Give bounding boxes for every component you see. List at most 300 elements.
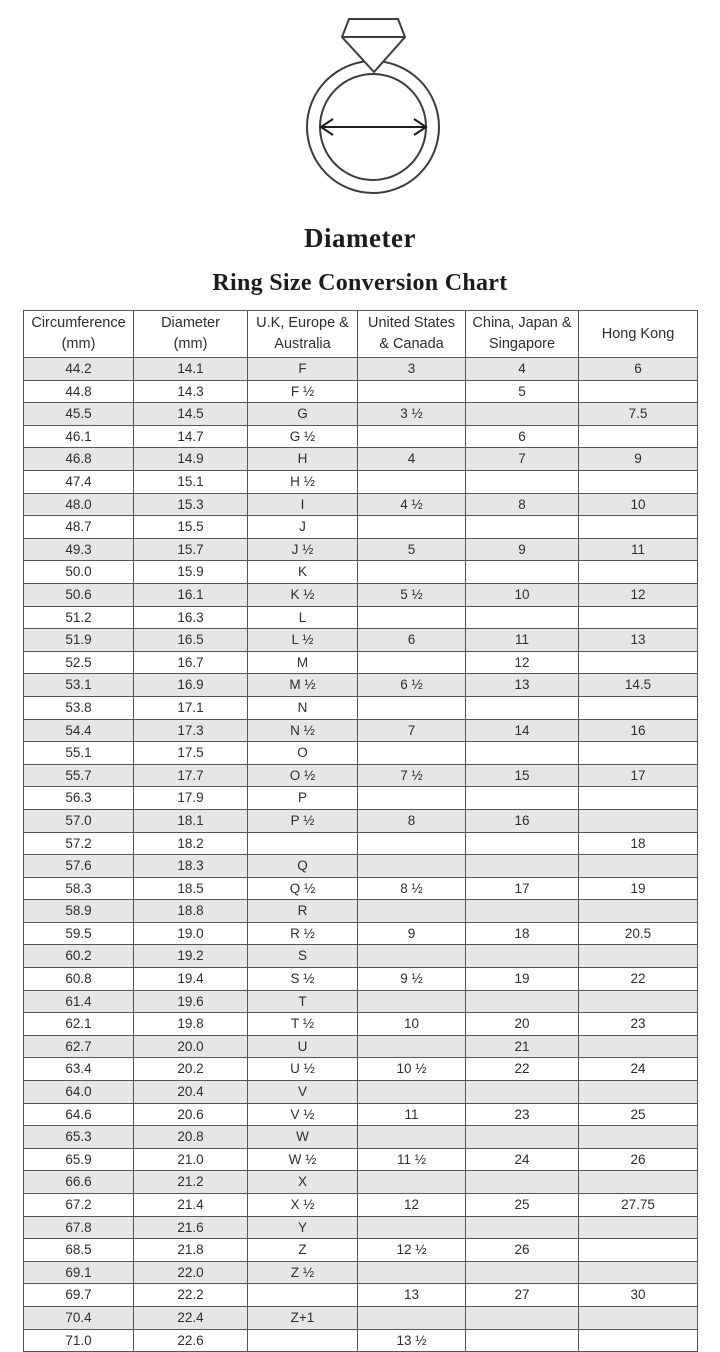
table-cell: 11 [579, 538, 698, 561]
table-cell: 22.4 [134, 1306, 248, 1329]
table-cell: V [248, 1081, 358, 1104]
table-cell [466, 855, 579, 878]
table-row [24, 1239, 698, 1262]
table-cell [466, 1171, 579, 1194]
table-cell: 20.6 [134, 1103, 248, 1126]
table-cell: 20.8 [134, 1126, 248, 1149]
table-row [24, 1284, 698, 1307]
table-cell: S [248, 945, 358, 968]
table-cell: 44.8 [24, 380, 134, 403]
table-cell [358, 1081, 466, 1104]
table-cell: T ½ [248, 1013, 358, 1036]
table-cell: 22 [579, 968, 698, 991]
table-cell [466, 832, 579, 855]
table-cell: G ½ [248, 425, 358, 448]
table-cell: 15.3 [134, 493, 248, 516]
table-cell: 20.5 [579, 922, 698, 945]
table-cell [358, 900, 466, 923]
table-cell: 17.1 [134, 696, 248, 719]
table-cell [579, 516, 698, 539]
table-cell: 11 ½ [358, 1148, 466, 1171]
table-cell: 50.6 [24, 583, 134, 606]
ring-size-table [23, 310, 698, 1352]
table-cell: K [248, 561, 358, 584]
table-cell [579, 425, 698, 448]
table-cell: 22.6 [134, 1329, 248, 1352]
table-cell: 21.6 [134, 1216, 248, 1239]
table-cell: 51.2 [24, 606, 134, 629]
table-cell: 62.1 [24, 1013, 134, 1036]
table-row [24, 629, 698, 652]
table-cell: 15.7 [134, 538, 248, 561]
table-row [24, 1035, 698, 1058]
table-cell [579, 1126, 698, 1149]
table-cell: 9 [579, 448, 698, 471]
table-cell: 4 [358, 448, 466, 471]
table-cell: K ½ [248, 583, 358, 606]
column-header-us-canada: United States & Canada [358, 311, 466, 358]
table-row [24, 1081, 698, 1104]
table-cell [579, 561, 698, 584]
table-cell: 6 [466, 425, 579, 448]
table-cell: Q [248, 855, 358, 878]
table-cell: 60.2 [24, 945, 134, 968]
table-row [24, 1216, 698, 1239]
table-cell [358, 1261, 466, 1284]
table-cell: P [248, 787, 358, 810]
table-cell [358, 1216, 466, 1239]
table-cell: 67.8 [24, 1216, 134, 1239]
table-cell [358, 1035, 466, 1058]
table-row [24, 922, 698, 945]
table-cell [579, 1081, 698, 1104]
table-row [24, 425, 698, 448]
chart-title: Ring Size Conversion Chart [212, 270, 508, 296]
table-cell: 63.4 [24, 1058, 134, 1081]
table-cell [579, 380, 698, 403]
table-body [24, 358, 698, 1352]
table-cell [579, 809, 698, 832]
table-cell [358, 651, 466, 674]
table-cell: 20.4 [134, 1081, 248, 1104]
table-cell: 7 ½ [358, 764, 466, 787]
table-cell: 10 [358, 1013, 466, 1036]
table-cell: Z ½ [248, 1261, 358, 1284]
table-cell [579, 1329, 698, 1352]
table-cell [466, 742, 579, 765]
table-cell [466, 990, 579, 1013]
table-row [24, 1013, 698, 1036]
table-cell [466, 787, 579, 810]
table-cell: 14.7 [134, 425, 248, 448]
table-cell: 5 [466, 380, 579, 403]
ring-diameter-illustration [0, 0, 720, 205]
table-cell: 13 [579, 629, 698, 652]
table-cell: 17.7 [134, 764, 248, 787]
table-cell: H [248, 448, 358, 471]
table-cell: 49.3 [24, 538, 134, 561]
table-cell: 19.6 [134, 990, 248, 1013]
table-cell: 21.4 [134, 1194, 248, 1217]
table-cell: 17 [466, 877, 579, 900]
table-cell: T [248, 990, 358, 1013]
table-cell: S ½ [248, 968, 358, 991]
table-cell: 22.2 [134, 1284, 248, 1307]
table-cell [466, 1126, 579, 1149]
table-cell [579, 696, 698, 719]
table-cell: 57.0 [24, 809, 134, 832]
table-cell: 23 [466, 1103, 579, 1126]
table-cell [466, 1306, 579, 1329]
table-cell: 5 [358, 538, 466, 561]
table-cell: L ½ [248, 629, 358, 652]
table-row [24, 742, 698, 765]
table-cell: 21.2 [134, 1171, 248, 1194]
diameter-arrow-icon [321, 119, 426, 135]
table-cell: 20.2 [134, 1058, 248, 1081]
table-row [24, 1058, 698, 1081]
table-cell: 67.2 [24, 1194, 134, 1217]
table-row [24, 809, 698, 832]
table-cell [466, 696, 579, 719]
table-cell: 7 [358, 719, 466, 742]
table-cell [358, 1306, 466, 1329]
table-cell: 8 [466, 493, 579, 516]
table-cell: Y [248, 1216, 358, 1239]
table-cell: 9 ½ [358, 968, 466, 991]
table-cell [579, 1261, 698, 1284]
table-row [24, 380, 698, 403]
table-cell [358, 1126, 466, 1149]
table-cell: 16 [579, 719, 698, 742]
table-cell [248, 1329, 358, 1352]
table-row [24, 516, 698, 539]
table-cell: 21 [466, 1035, 579, 1058]
diamond-ring-icon [0, 0, 720, 205]
table-cell: 57.2 [24, 832, 134, 855]
table-row [24, 1194, 698, 1217]
table-cell [358, 516, 466, 539]
table-cell [579, 651, 698, 674]
table-cell: 26 [466, 1239, 579, 1262]
table-cell [579, 742, 698, 765]
table-cell [579, 945, 698, 968]
table-cell [466, 1081, 579, 1104]
table-cell [579, 1306, 698, 1329]
table-cell: 69.1 [24, 1261, 134, 1284]
table-cell [579, 787, 698, 810]
table-cell: N ½ [248, 719, 358, 742]
table-cell: 17.5 [134, 742, 248, 765]
table-cell [579, 990, 698, 1013]
column-header-uk-europe-australia: U.K, Europe & Australia [248, 311, 358, 358]
table-row [24, 606, 698, 629]
table-row [24, 448, 698, 471]
table-row [24, 674, 698, 697]
table-cell: F [248, 358, 358, 381]
table-cell: 19.2 [134, 945, 248, 968]
table-row [24, 1148, 698, 1171]
table-cell: 12 [579, 583, 698, 606]
table-cell: W [248, 1126, 358, 1149]
table-cell: 3 [358, 358, 466, 381]
table-cell: 46.8 [24, 448, 134, 471]
table-cell [358, 1171, 466, 1194]
table-cell: 15 [466, 764, 579, 787]
table-row [24, 358, 698, 381]
table-cell: 25 [466, 1194, 579, 1217]
table-cell [358, 945, 466, 968]
table-cell [579, 1171, 698, 1194]
table-cell [466, 471, 579, 494]
table-cell: 48.7 [24, 516, 134, 539]
table-cell: 70.4 [24, 1306, 134, 1329]
table-cell: 17 [579, 764, 698, 787]
table-cell: 53.8 [24, 696, 134, 719]
table-cell: 16.1 [134, 583, 248, 606]
table-cell: 12 [466, 651, 579, 674]
table-cell: 4 ½ [358, 493, 466, 516]
table-cell [358, 990, 466, 1013]
table-cell [579, 1035, 698, 1058]
table-row [24, 651, 698, 674]
table-cell [579, 471, 698, 494]
table-cell: R ½ [248, 922, 358, 945]
table-cell: 16 [466, 809, 579, 832]
table-cell [579, 855, 698, 878]
table-cell: 44.2 [24, 358, 134, 381]
table-cell: 10 [466, 583, 579, 606]
table-row [24, 583, 698, 606]
table-cell: 26 [579, 1148, 698, 1171]
table-cell: 71.0 [24, 1329, 134, 1352]
table-cell: 22.0 [134, 1261, 248, 1284]
table-cell: 14.3 [134, 380, 248, 403]
table-row [24, 403, 698, 426]
table-cell: 65.9 [24, 1148, 134, 1171]
table-cell [579, 1239, 698, 1262]
table-row [24, 719, 698, 742]
table-cell: 64.6 [24, 1103, 134, 1126]
table-cell: Z+1 [248, 1306, 358, 1329]
table-cell: 62.7 [24, 1035, 134, 1058]
table-cell [358, 380, 466, 403]
table-cell: 56.3 [24, 787, 134, 810]
table-cell: 16.9 [134, 674, 248, 697]
table-cell: 13 [358, 1284, 466, 1307]
table-cell: 15.1 [134, 471, 248, 494]
table-cell [248, 832, 358, 855]
table-cell: P ½ [248, 809, 358, 832]
table-cell [358, 425, 466, 448]
table-cell: 19 [466, 968, 579, 991]
table-cell: 55.7 [24, 764, 134, 787]
table-cell [358, 832, 466, 855]
table-row [24, 493, 698, 516]
table-cell: 57.6 [24, 855, 134, 878]
table-cell: 3 ½ [358, 403, 466, 426]
table-cell: 16.7 [134, 651, 248, 674]
table-cell: 24 [579, 1058, 698, 1081]
table-cell: 17.3 [134, 719, 248, 742]
table-cell: 13 ½ [358, 1329, 466, 1352]
table-cell: 8 ½ [358, 877, 466, 900]
table-cell: 14.9 [134, 448, 248, 471]
table-cell: 59.5 [24, 922, 134, 945]
table-cell: 8 [358, 809, 466, 832]
table-cell: 13 [466, 674, 579, 697]
table-cell [466, 1329, 579, 1352]
table-cell [579, 900, 698, 923]
table-cell: 14 [466, 719, 579, 742]
table-cell [466, 516, 579, 539]
table-cell: 66.6 [24, 1171, 134, 1194]
table-cell: 18.2 [134, 832, 248, 855]
table-cell: J ½ [248, 538, 358, 561]
table-cell: 19.4 [134, 968, 248, 991]
table-cell: X [248, 1171, 358, 1194]
table-cell: 24 [466, 1148, 579, 1171]
table-cell: R [248, 900, 358, 923]
table-header [24, 311, 698, 358]
table-cell: 46.1 [24, 425, 134, 448]
table-cell [466, 900, 579, 923]
table-row [24, 787, 698, 810]
table-cell: 65.3 [24, 1126, 134, 1149]
table-cell: I [248, 493, 358, 516]
table-cell: 15.5 [134, 516, 248, 539]
table-row [24, 968, 698, 991]
diameter-label: Diameter [304, 223, 416, 253]
column-header-china-japan-singapore: China, Japan & Singapore [466, 311, 579, 358]
table-cell: 17.9 [134, 787, 248, 810]
table-cell: N [248, 696, 358, 719]
table-cell: U [248, 1035, 358, 1058]
table-cell: 58.3 [24, 877, 134, 900]
table-cell: 21.8 [134, 1239, 248, 1262]
table-cell: 5 ½ [358, 583, 466, 606]
table-cell: 11 [466, 629, 579, 652]
table-cell: 10 ½ [358, 1058, 466, 1081]
table-cell: O [248, 742, 358, 765]
table-cell: 20 [466, 1013, 579, 1036]
table-cell: 61.4 [24, 990, 134, 1013]
table-cell: V ½ [248, 1103, 358, 1126]
table-cell: 23 [579, 1013, 698, 1036]
table-cell: O ½ [248, 764, 358, 787]
table-cell: 20.0 [134, 1035, 248, 1058]
table-cell: 58.9 [24, 900, 134, 923]
table-cell [358, 855, 466, 878]
table-row [24, 990, 698, 1013]
table-cell: 18 [466, 922, 579, 945]
table-cell: 18.8 [134, 900, 248, 923]
table-cell: 15.9 [134, 561, 248, 584]
table-cell: 52.5 [24, 651, 134, 674]
table-cell [358, 742, 466, 765]
table-cell: 64.0 [24, 1081, 134, 1104]
table-cell: 11 [358, 1103, 466, 1126]
table-cell [248, 1284, 358, 1307]
table-cell [358, 696, 466, 719]
table-cell: 18.3 [134, 855, 248, 878]
table-cell: 30 [579, 1284, 698, 1307]
table-row [24, 1171, 698, 1194]
table-cell [466, 1216, 579, 1239]
table-cell: 7.5 [579, 403, 698, 426]
table-cell [358, 471, 466, 494]
table-row [24, 877, 698, 900]
table-cell [579, 1216, 698, 1239]
table-cell: 54.4 [24, 719, 134, 742]
table-cell: 27 [466, 1284, 579, 1307]
table-cell [466, 403, 579, 426]
table-cell: 51.9 [24, 629, 134, 652]
table-cell: 55.1 [24, 742, 134, 765]
table-cell: Q ½ [248, 877, 358, 900]
table-cell: L [248, 606, 358, 629]
table-cell [466, 561, 579, 584]
table-cell: 6 ½ [358, 674, 466, 697]
table-row [24, 945, 698, 968]
table-cell: 6 [579, 358, 698, 381]
table-cell: 60.8 [24, 968, 134, 991]
table-cell: 7 [466, 448, 579, 471]
column-header-diameter: Diameter (mm) [134, 311, 248, 358]
table-row [24, 900, 698, 923]
table-cell: 12 ½ [358, 1239, 466, 1262]
table-cell: 18.1 [134, 809, 248, 832]
table-row [24, 855, 698, 878]
table-cell: U ½ [248, 1058, 358, 1081]
table-cell [579, 606, 698, 629]
column-header-circumference: Circumference (mm) [24, 311, 134, 358]
table-cell: 4 [466, 358, 579, 381]
table-cell: 19.0 [134, 922, 248, 945]
table-cell: M [248, 651, 358, 674]
table-row [24, 1126, 698, 1149]
table-cell: 45.5 [24, 403, 134, 426]
table-cell: W ½ [248, 1148, 358, 1171]
table-cell: 50.0 [24, 561, 134, 584]
table-cell: H ½ [248, 471, 358, 494]
table-cell: F ½ [248, 380, 358, 403]
table-cell: 6 [358, 629, 466, 652]
table-cell: 16.3 [134, 606, 248, 629]
table-cell: 14.5 [134, 403, 248, 426]
table-cell: 16.5 [134, 629, 248, 652]
table-cell: 14.1 [134, 358, 248, 381]
table-row [24, 832, 698, 855]
table-cell: 53.1 [24, 674, 134, 697]
table-cell: 10 [579, 493, 698, 516]
table-cell [358, 606, 466, 629]
table-cell: X ½ [248, 1194, 358, 1217]
table-cell: Z [248, 1239, 358, 1262]
table-cell: 14.5 [579, 674, 698, 697]
table-cell: 47.4 [24, 471, 134, 494]
table-row [24, 1261, 698, 1284]
table-row [24, 471, 698, 494]
table-cell: G [248, 403, 358, 426]
table-cell: 9 [358, 922, 466, 945]
table-cell: 27.75 [579, 1194, 698, 1217]
table-cell: 68.5 [24, 1239, 134, 1262]
table-cell [466, 945, 579, 968]
table-cell [466, 1261, 579, 1284]
table-cell: 48.0 [24, 493, 134, 516]
column-header-hong-kong: Hong Kong [579, 311, 698, 358]
